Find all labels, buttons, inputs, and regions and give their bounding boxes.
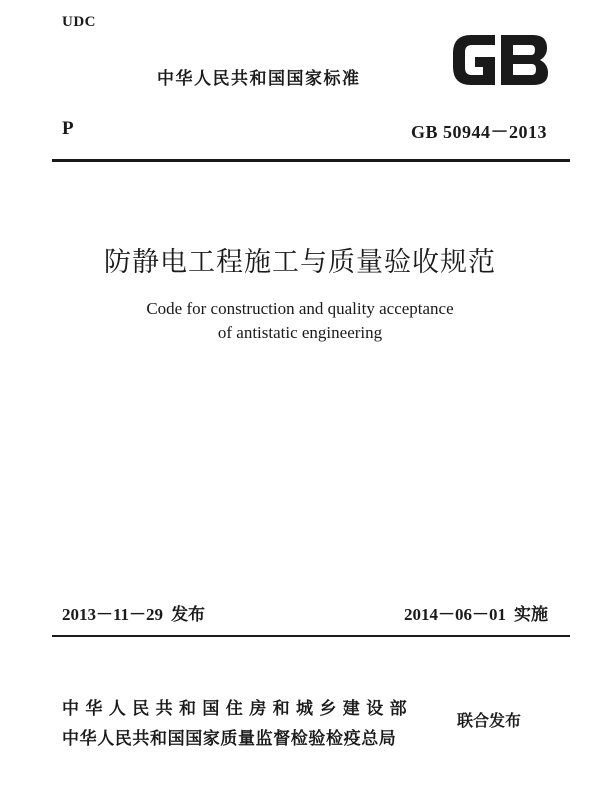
udc-label: UDC <box>62 14 96 30</box>
standard-number: GB 50944－2013 <box>410 122 547 142</box>
title-chinese: 防静电工程施工与质量验收规范 <box>104 247 496 278</box>
publisher-2: 中华人民共和国国家质量监督检验检疫总局 <box>62 729 397 749</box>
title-english-line-1: Code for construction and quality acceptance <box>146 299 454 318</box>
gb-logo <box>451 33 549 87</box>
issue-date: 2013－11－29 <box>62 605 164 624</box>
title-english <box>0 297 600 345</box>
bottom-divider <box>52 635 570 637</box>
title-english-line-2: of antistatic engineering <box>217 323 383 342</box>
publisher-1: 中华人民共和国住房和城乡建设部 <box>62 699 413 719</box>
implement-label: 实施 <box>514 605 548 625</box>
publishers <box>62 694 413 754</box>
issue-date-block <box>62 600 205 625</box>
implement-date: 2014－06－01 <box>404 605 506 624</box>
category-code: P <box>62 118 74 139</box>
issue-label: 发布 <box>171 605 206 625</box>
implement-date-block <box>404 600 548 625</box>
standard-class-title: 中华人民共和国国家标准 <box>157 69 361 89</box>
joint-publish-label: 联合发布 <box>457 711 522 730</box>
top-divider <box>52 159 570 162</box>
